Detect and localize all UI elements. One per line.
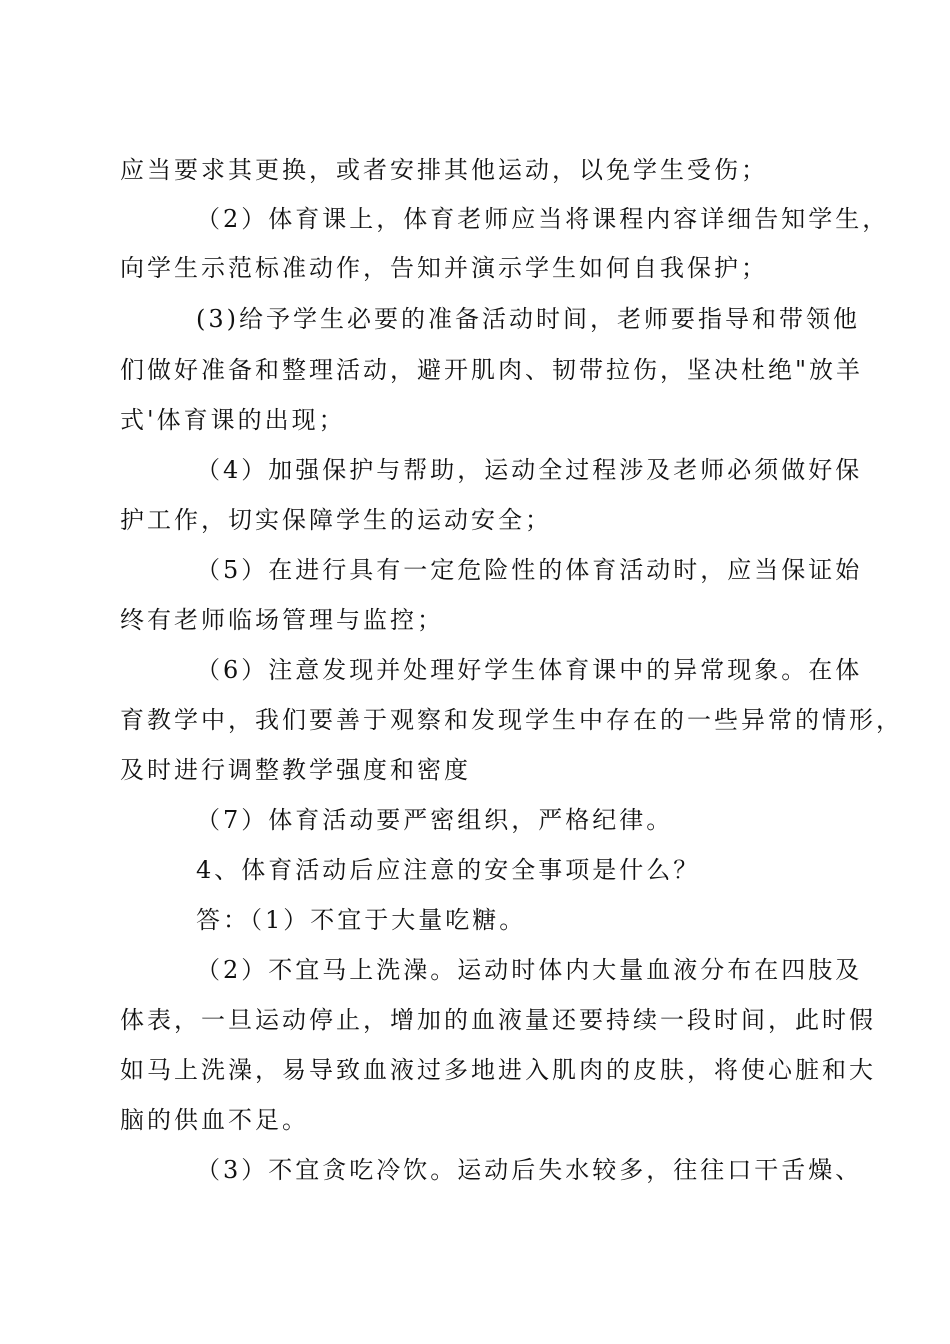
text-line: （4）加强保护与帮助，运动全过程涉及老师必须做好保 bbox=[196, 456, 863, 484]
text-line: （3）不宜贪吃冷饮。运动后失水较多，往往口干舌燥、 bbox=[196, 1156, 863, 1184]
text-line: （5）在进行具有一定危险性的体育活动时，应当保证始 bbox=[196, 556, 863, 584]
text-line: 答：（1）不宜于大量吃糖。 bbox=[196, 906, 527, 934]
text-line: （2）不宜马上洗澡。运动时体内大量血液分布在四肢及 bbox=[196, 956, 863, 984]
text-line: (3)给予学生必要的准备活动时间，老师要指导和带领他 bbox=[196, 305, 860, 333]
text-line: 终有老师临场管理与监控； bbox=[120, 606, 444, 634]
text-line: 如马上洗澡，易导致血液过多地进入肌肉的皮肤，将使心脏和大 bbox=[120, 1056, 876, 1084]
text-line: 体表，一旦运动停止，增加的血液量还要持续一段时间，此时假 bbox=[120, 1006, 876, 1034]
text-line: 脑的供血不足。 bbox=[120, 1106, 309, 1134]
text-line: 式'体育课的出现； bbox=[120, 406, 346, 434]
text-line: 应当要求其更换，或者安排其他运动，以免学生受伤； bbox=[120, 156, 768, 184]
text-line: （7）体育活动要严密组织，严格纪律。 bbox=[196, 806, 674, 834]
text-line: （2）体育课上，体育老师应当将课程内容详细告知学生， bbox=[196, 205, 890, 233]
text-line: 向学生示范标准动作，告知并演示学生如何自我保护； bbox=[120, 254, 768, 282]
text-line: （6）注意发现并处理好学生体育课中的异常现象。在体 bbox=[196, 656, 863, 684]
text-line: 们做好准备和整理活动，避开肌肉、韧带拉伤，坚决杜绝"放羊 bbox=[120, 356, 864, 384]
text-line: 育教学中，我们要善于观察和发现学生中存在的一些异常的情形， bbox=[120, 706, 903, 734]
section-heading: 4、体育活动后应注意的安全事项是什么？ bbox=[196, 856, 701, 884]
text-line: 护工作，切实保障学生的运动安全； bbox=[120, 506, 552, 534]
text-line: 及时进行调整教学强度和密度 bbox=[120, 756, 471, 784]
